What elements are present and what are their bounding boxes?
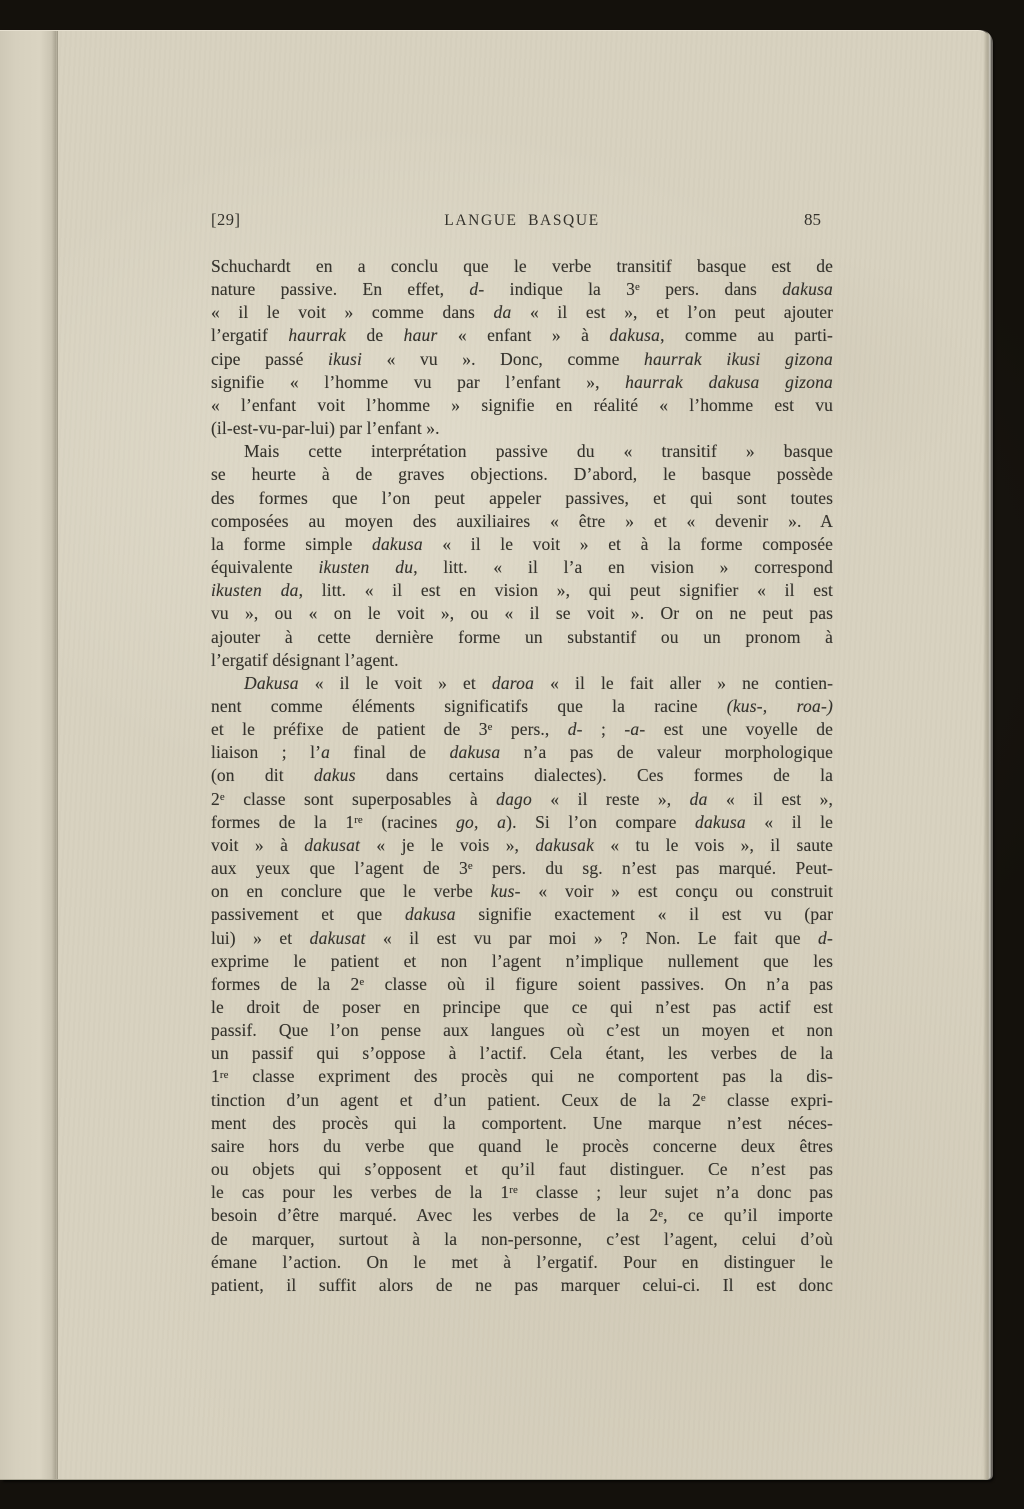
text-line: signifie « l’homme vu par l’enfant », haurrak dakusa gizona	[211, 371, 834, 392]
text-line: 2e classe sont superposables à dago « il reste », da « il est »,	[211, 788, 834, 809]
text-line: formes de la 1re (racines go, a). Si l’on compare dakusa « il le	[211, 811, 833, 832]
running-head	[211, 210, 833, 230]
text-line: « l’enfant voit l’homme » signifie en réalité « l’homme est vu	[211, 394, 833, 415]
text-line: et le préfixe de patient de 3e pers., d- ; -a- est une voyelle de	[211, 719, 833, 740]
paragraph	[211, 255, 833, 440]
text-line: vu », ou « on le voit », ou « il se voit ». Or on ne peut pas	[211, 603, 833, 624]
text-line: passif. Que l’on pense aux langues où c’est un moyen et non	[211, 1020, 833, 1041]
page-body-text	[211, 255, 833, 1297]
text-line: (il-est-vu-par-lui) par l’enfant ».	[211, 418, 440, 439]
text-line: liaison ; l’a final de dakusa n’a pas de valeur morphologique	[211, 742, 834, 763]
text-line: cipe passé ikusi « vu ». Donc, comme haurrak ikusi gizona	[211, 348, 833, 369]
text-line: Schuchardt en a conclu que le verbe transitif basque est de	[211, 256, 833, 276]
text-line: Dakusa « il le voit » et daroa « il le fait aller » ne contien-	[244, 672, 833, 693]
text-line: patient, il suffit alors de ne pas marquer celui-ci. Il est donc	[211, 1274, 833, 1295]
text-line: tinction d’un agent et d’un patient. Ceux de la 2e classe expri-	[211, 1089, 833, 1110]
text-line: 1re classe expriment des procès qui ne comportent pas la dis-	[211, 1066, 833, 1087]
text-line: formes de la 2e classe où il figure soient passives. On n’a pas	[211, 973, 833, 994]
text-line: ikusten da, litt. « il est en vision », qui peut signifier « il est	[211, 580, 833, 601]
text-line: ou objets qui s’opposent et qu’il faut distinguer. Ce n’est pas	[211, 1159, 833, 1180]
text-line: passivement et que dakusa signifie exactement « il est vu (par	[211, 904, 834, 925]
text-line: un passif qui s’oppose à l’actif. Cela étant, les verbes de la	[211, 1043, 833, 1064]
text-line: besoin d’être marqué. Avec les verbes de la 2e, ce qu’il importe	[211, 1205, 833, 1226]
page-fore-edge	[983, 31, 991, 1479]
text-line: ment des procès qui la comportent. Une marque n’est néces-	[211, 1112, 833, 1133]
text-line: saire hors du verbe que quand le procès concerne deux êtres	[211, 1135, 833, 1156]
text-line: on en conclure que le verbe kus- « voir » est conçu ou construit	[211, 881, 833, 902]
book-page	[0, 30, 991, 1480]
text-line: l’ergatif désignant l’agent.	[211, 649, 399, 670]
text-line: ajouter à cette dernière forme un substantif ou un pronom à	[211, 626, 833, 647]
text-line: « il le voit » comme dans da « il est », et l’on peut ajouter	[211, 302, 834, 323]
text-line: le droit de poser en principe que ce qui n’est pas actif est	[211, 997, 833, 1017]
folio-number: [29]	[211, 210, 241, 229]
text-line: aux yeux que l’agent de 3e pers. du sg. n’est pas marqué. Peut-	[211, 858, 833, 879]
paragraph	[211, 672, 833, 1297]
text-line: Mais cette interprétation passive du « transitif » basque	[244, 441, 833, 462]
text-line: composées au moyen des auxiliaires « être » et « devenir ». A	[211, 510, 833, 531]
text-line: nent comme éléments significatifs que la racine (kus-, roa-)	[211, 695, 833, 716]
text-line: de marquer, surtout à la non-personne, c’est l’agent, celui d’où	[211, 1228, 833, 1249]
text-line: l’ergatif haurrak de haur « enfant » à dakusa, comme au parti-	[211, 325, 833, 346]
text-line: des formes que l’on peut appeler passives, et qui sont toutes	[211, 487, 833, 508]
text-line: le cas pour les verbes de la 1re classe ; leur sujet n’a donc pas	[211, 1182, 833, 1203]
gutter-fold-shadow	[0, 31, 58, 1479]
paragraph	[211, 440, 833, 672]
text-line: se heurte à de graves objections. D’abord, le basque possède	[211, 464, 833, 485]
text-line: voit » à dakusat « je le vois », dakusak « tu le vois », il saute	[211, 834, 833, 855]
text-line: nature passive. En effet, d- indique la 3e pers. dans dakusa	[211, 279, 833, 300]
text-line: la forme simple dakusa « il le voit » et à la forme composée	[211, 533, 833, 554]
text-line: émane l’action. On le met à l’ergatif. Pour en distinguer le	[211, 1251, 833, 1272]
running-title: LANGUE BASQUE	[444, 212, 600, 229]
page-number: 85	[804, 210, 821, 229]
text-line: exprime le patient et non l’agent n’implique nullement que les	[211, 950, 833, 971]
text-line: équivalente ikusten du, litt. « il l’a en vision » correspond	[211, 557, 833, 578]
text-line: lui) » et dakusat « il est vu par moi » ? Non. Le fait que d-	[211, 927, 833, 948]
text-line: (on dit dakus dans certains dialectes). Ces formes de la	[211, 765, 833, 786]
